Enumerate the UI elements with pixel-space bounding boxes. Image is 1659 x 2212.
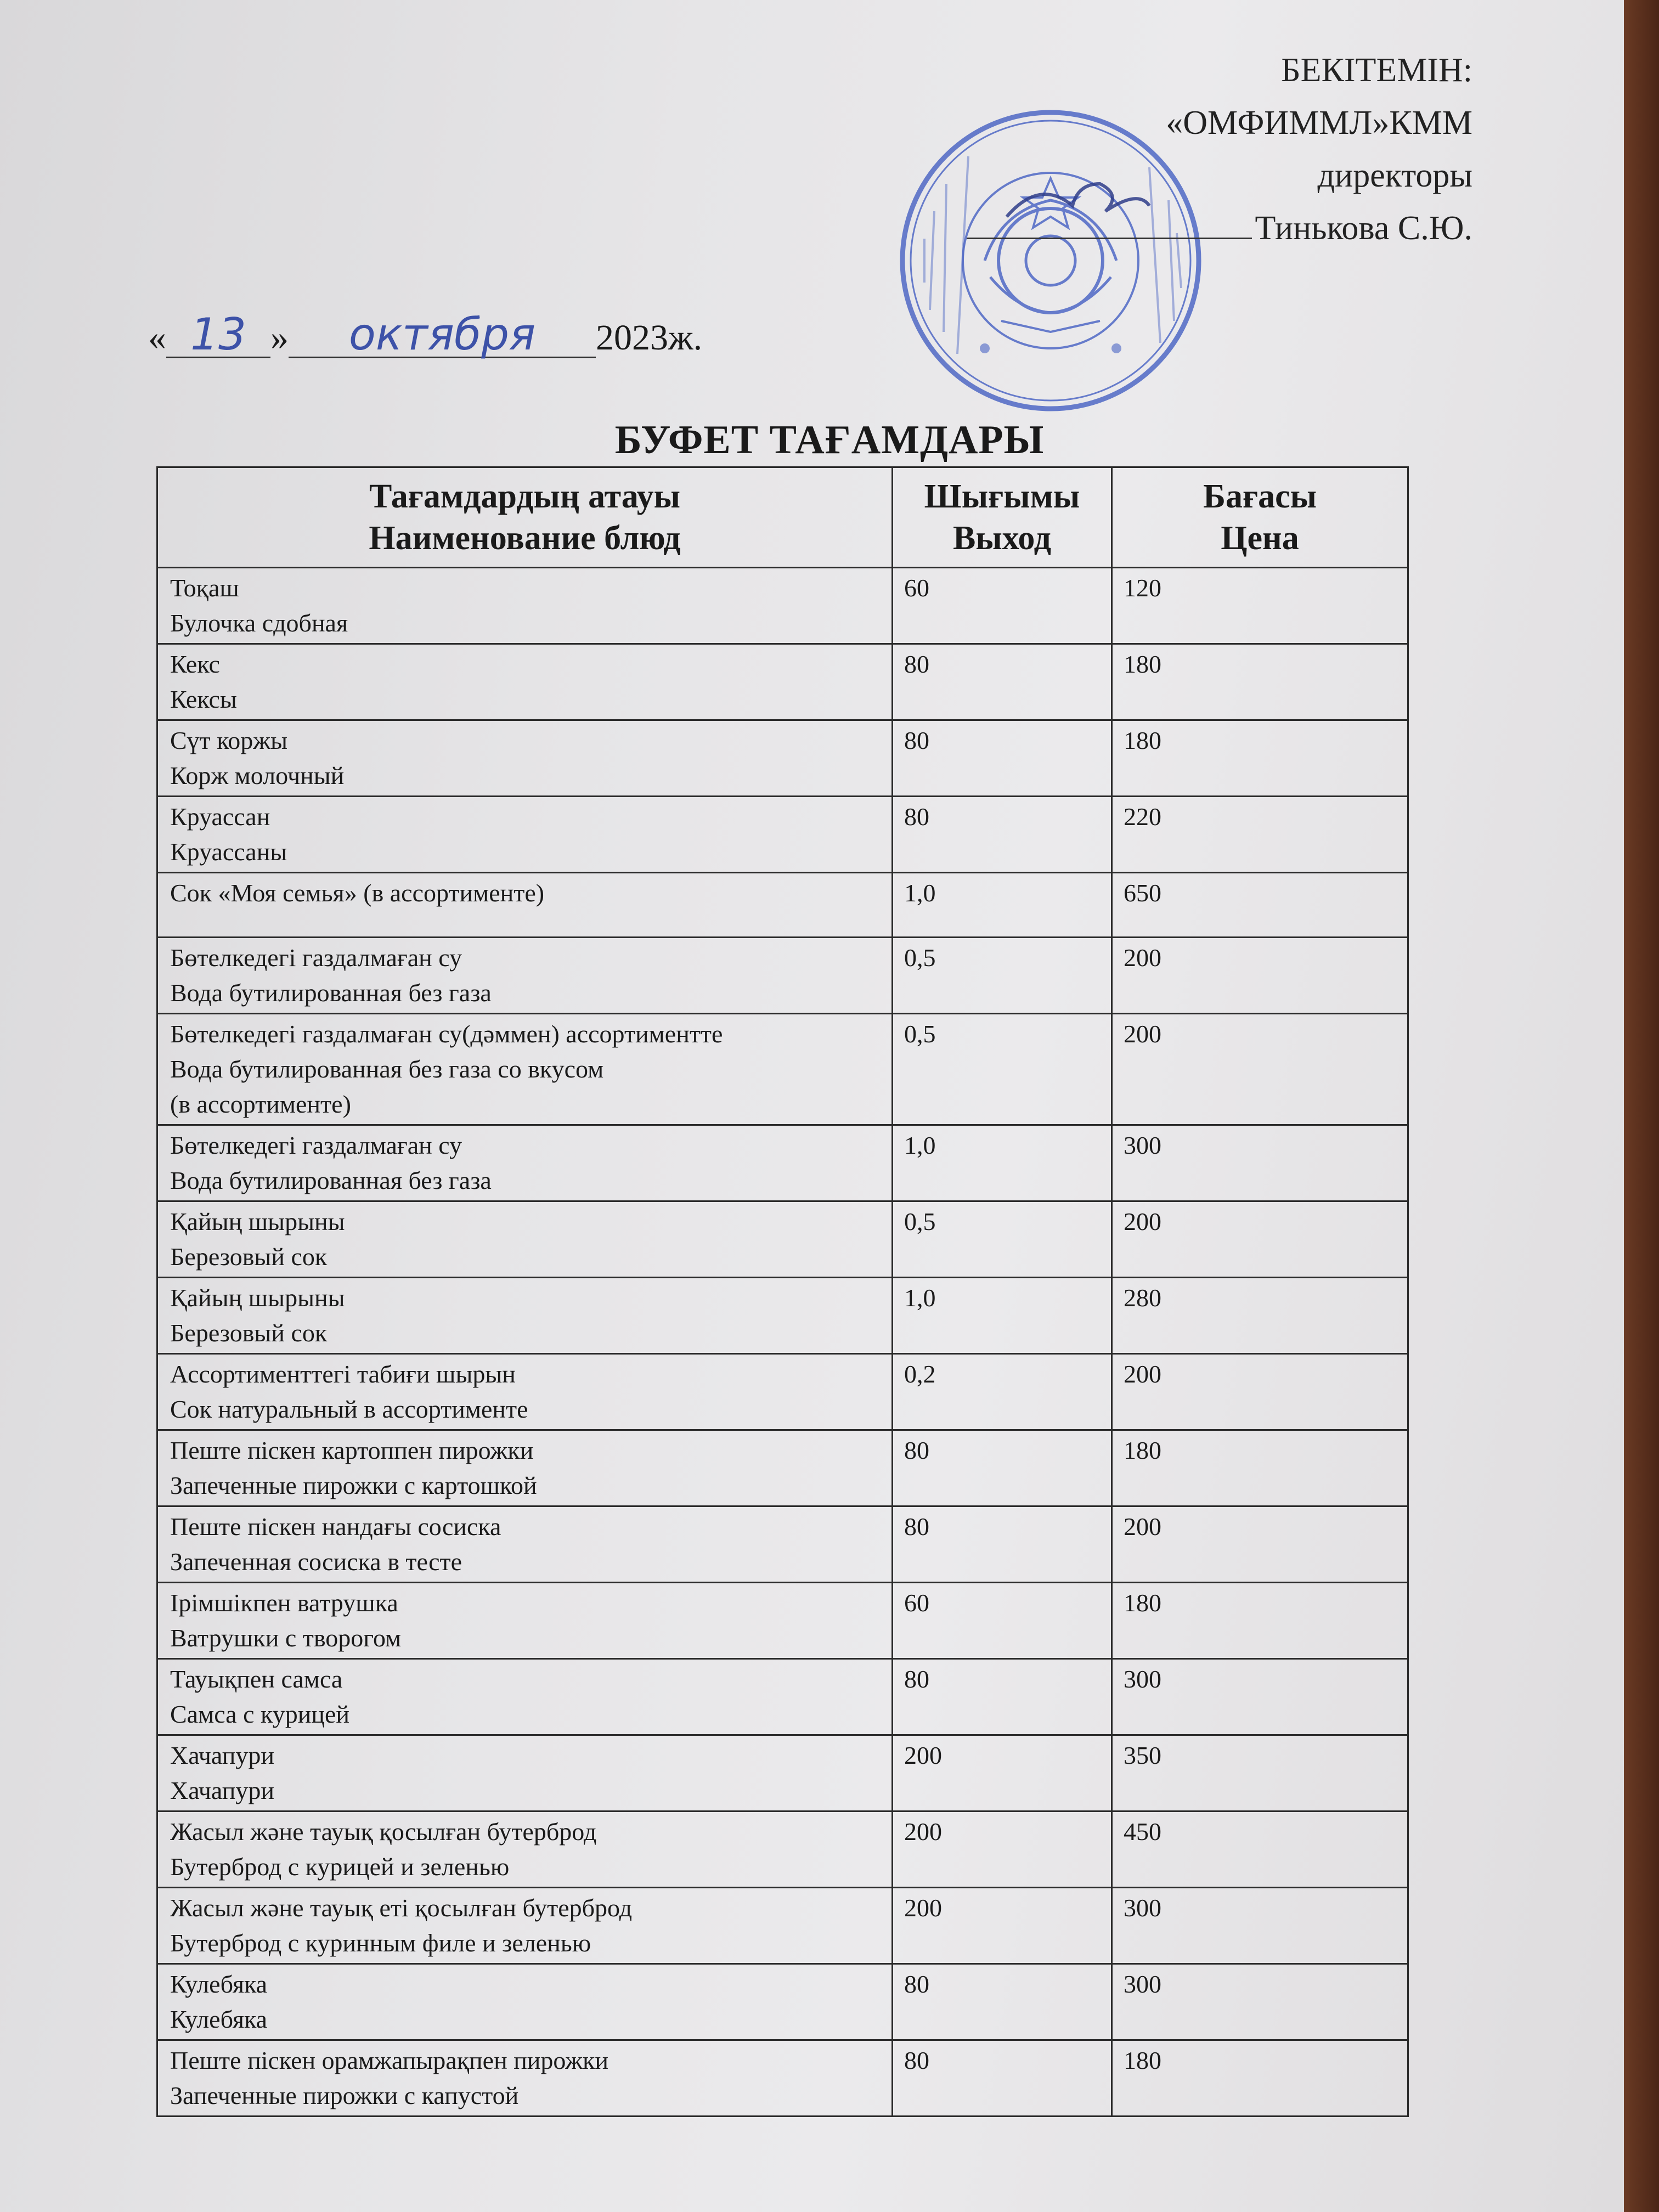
dish-name-cell [157, 873, 893, 938]
dish-name-ru: Ватрушки с творогом [170, 1624, 402, 1652]
dish-yield: 80 [893, 720, 1112, 797]
approval-organization: «ОМФИММЛ»КММ [1166, 104, 1472, 142]
dish-price: 200 [1112, 938, 1408, 1014]
dish-name-cell [157, 1583, 893, 1659]
dish-name-cell [157, 1812, 893, 1888]
dish-price: 200 [1112, 1506, 1408, 1583]
dish-name-ru: Булочка сдобная [170, 609, 348, 637]
dish-name-cell [157, 1125, 893, 1201]
dish-yield: 1,0 [893, 1278, 1112, 1354]
approval-heading: БЕКІТЕМІН: [1281, 52, 1472, 89]
dish-price: 180 [1112, 2040, 1408, 2117]
dish-name-cell [157, 644, 893, 720]
header-price [1112, 467, 1408, 568]
table-row [157, 938, 1408, 1014]
dish-yield: 80 [893, 1659, 1112, 1735]
dish-name-ru: Березовый сок [170, 1243, 328, 1271]
dish-name-ru: Березовый сок [170, 1319, 328, 1347]
dish-name-ru: Хачапури [170, 1776, 274, 1804]
table-row [157, 1506, 1408, 1583]
dish-name-cell [157, 720, 893, 797]
dish-price: 300 [1112, 1888, 1408, 1964]
dish-name-kz: Сок «Моя семья» (в ассортименте) [170, 879, 545, 907]
header-yield-ru: Выход [953, 520, 1051, 557]
table-row [157, 568, 1408, 644]
dish-name-kz: Пеште піскен нандағы сосиска [170, 1513, 501, 1541]
dish-yield: 0,2 [893, 1354, 1112, 1430]
dish-name-ru: Запеченные пирожки с капустой [170, 2081, 519, 2109]
dish-name-ru: Сок натуральный в ассортименте [170, 1395, 528, 1423]
dish-name-ru: Круассаны [170, 838, 287, 866]
dish-name-ru: Бутерброд с куринным филе и зеленью [170, 1929, 591, 1957]
dish-name-cell [157, 1430, 893, 1506]
dish-name-ru: Вода бутилированная без газа [170, 1166, 492, 1194]
dish-yield: 1,0 [893, 1125, 1112, 1201]
table-row [157, 1201, 1408, 1278]
dish-price: 200 [1112, 1354, 1408, 1430]
table-row [157, 1964, 1408, 2040]
dish-price: 200 [1112, 1014, 1408, 1125]
header-yield [893, 467, 1112, 568]
table-row [157, 797, 1408, 873]
dish-name-cell [157, 797, 893, 873]
dish-name-ru: Корж молочный [170, 761, 345, 789]
dish-name-cell [157, 1964, 893, 2040]
background-wood-edge [1624, 0, 1659, 2212]
dish-price: 200 [1112, 1201, 1408, 1278]
header-price-ru: Цена [1221, 520, 1299, 557]
dish-name-cell [157, 2040, 893, 2117]
dish-name-kz: Бөтелкедегі газдалмаған су(дәммен) ассортиментте [170, 1020, 723, 1048]
dish-name-kz: Қайың шырыны [170, 1207, 345, 1235]
approval-position: директоры [1317, 157, 1472, 194]
dish-name-cell [157, 1506, 893, 1583]
dish-name-cell [157, 1354, 893, 1430]
menu-table [156, 466, 1409, 2117]
dish-name-ru: Бутерброд с курицей и зеленью [170, 1853, 510, 1881]
dish-name-ru: Кулебяка [170, 2005, 268, 2033]
dish-yield: 200 [893, 1812, 1112, 1888]
dish-name-kz: Тауықпен самса [170, 1665, 343, 1693]
table-row [157, 644, 1408, 720]
dish-yield: 200 [893, 1735, 1112, 1812]
dish-name-kz: Қайың шырыны [170, 1284, 345, 1312]
dish-name-kz: Кулебяка [170, 1970, 268, 1998]
table-row [157, 1278, 1408, 1354]
dish-name-cell [157, 1735, 893, 1812]
dish-name-cell [157, 568, 893, 644]
dish-price: 300 [1112, 1964, 1408, 2040]
dish-name-cell [157, 1888, 893, 1964]
dish-yield: 0,5 [893, 1014, 1112, 1125]
dish-name-kz: Тоқаш [170, 574, 239, 602]
dish-yield: 80 [893, 2040, 1112, 2117]
dish-name-kz: Кекс [170, 650, 220, 678]
table-row [157, 720, 1408, 797]
table-row [157, 1735, 1408, 1812]
table-row [157, 873, 1408, 938]
table-row [157, 1812, 1408, 1888]
signature-line [967, 205, 1252, 239]
dish-price: 650 [1112, 873, 1408, 938]
dish-name-cell [157, 1014, 893, 1125]
dish-yield: 80 [893, 1430, 1112, 1506]
dish-price: 300 [1112, 1659, 1408, 1735]
dish-yield: 0,5 [893, 938, 1112, 1014]
dish-price: 450 [1112, 1812, 1408, 1888]
dish-price: 180 [1112, 1583, 1408, 1659]
dish-price: 300 [1112, 1125, 1408, 1201]
header-yield-kz: Шығымы [924, 478, 1080, 515]
date-day: 13 [166, 313, 270, 358]
table-row [157, 1659, 1408, 1735]
dish-yield: 60 [893, 1583, 1112, 1659]
dish-name-ru: Запеченные пирожки с картошкой [170, 1471, 537, 1499]
dish-yield: 80 [893, 644, 1112, 720]
date-open-quote: « [148, 318, 166, 358]
dish-name-kz: Бөтелкедегі газдалмаған су [170, 1131, 462, 1159]
header-name [157, 467, 893, 568]
dish-name-kz: Ассортименттегі табиғи шырын [170, 1360, 516, 1388]
dish-name-kz: Жасыл және тауық қосылған бутерброд [170, 1818, 597, 1846]
dish-name-cell [157, 1201, 893, 1278]
dish-name-ru: Вода бутилированная без газа [170, 979, 492, 1007]
table-header-row [157, 467, 1408, 568]
dish-price: 120 [1112, 568, 1408, 644]
dish-name-kz: Бөтелкедегі газдалмаған су [170, 944, 462, 972]
dish-yield: 200 [893, 1888, 1112, 1964]
dish-name-kz: Хачапури [170, 1741, 274, 1769]
dish-yield: 1,0 [893, 873, 1112, 938]
dish-name-kz: Сүт коржы [170, 726, 287, 754]
dish-name-ru: (в ассортименте) [170, 1090, 351, 1118]
dish-name-ru: Кексы [170, 685, 237, 713]
table-row [157, 2040, 1408, 2117]
table-row [157, 1125, 1408, 1201]
date-close-quote: » [270, 318, 289, 358]
header-price-kz: Бағасы [1203, 478, 1317, 515]
dish-name-kz: Пеште піскен картоппен пирожки [170, 1436, 534, 1464]
approval-signatory-line [967, 202, 1473, 255]
table-row [157, 1014, 1408, 1125]
header-name-kz: Тағамдардың атауы [369, 478, 681, 515]
table-row [157, 1583, 1408, 1659]
dish-name-kz: Ірімшікпен ватрушка [170, 1589, 398, 1617]
date-year: 2023ж. [596, 318, 703, 358]
dish-price: 350 [1112, 1735, 1408, 1812]
dish-price: 180 [1112, 720, 1408, 797]
table-row [157, 1888, 1408, 1964]
document-date [148, 309, 703, 360]
dish-price: 180 [1112, 1430, 1408, 1506]
dish-name-kz: Жасыл және тауық еті қосылған бутерброд [170, 1894, 633, 1922]
date-month: октября [289, 313, 596, 358]
dish-name-ru: Вода бутилированная без газа со вкусом [170, 1055, 604, 1083]
dish-price: 220 [1112, 797, 1408, 873]
dish-yield: 80 [893, 1506, 1112, 1583]
dish-price: 180 [1112, 644, 1408, 720]
dish-name-kz: Круассан [170, 803, 270, 831]
dish-name-cell [157, 1659, 893, 1735]
table-row [157, 1354, 1408, 1430]
dish-name-ru: Самса с курицей [170, 1700, 349, 1728]
header-name-ru: Наименование блюд [369, 520, 681, 557]
dish-yield: 0,5 [893, 1201, 1112, 1278]
dish-yield: 80 [893, 797, 1112, 873]
dish-yield: 80 [893, 1964, 1112, 2040]
page-title: БУФЕТ ТАҒАМДАРЫ [614, 417, 1045, 462]
approval-block [967, 44, 1473, 255]
dish-name-cell [157, 938, 893, 1014]
dish-yield: 60 [893, 568, 1112, 644]
dish-name-kz: Пеште піскен орамжапырақпен пирожки [170, 2046, 609, 2074]
approval-signatory: Тинькова С.Ю. [1255, 210, 1472, 247]
dish-price: 280 [1112, 1278, 1408, 1354]
dish-name-cell [157, 1278, 893, 1354]
table-row [157, 1430, 1408, 1506]
dish-name-ru: Запеченная сосиска в тесте [170, 1548, 462, 1576]
